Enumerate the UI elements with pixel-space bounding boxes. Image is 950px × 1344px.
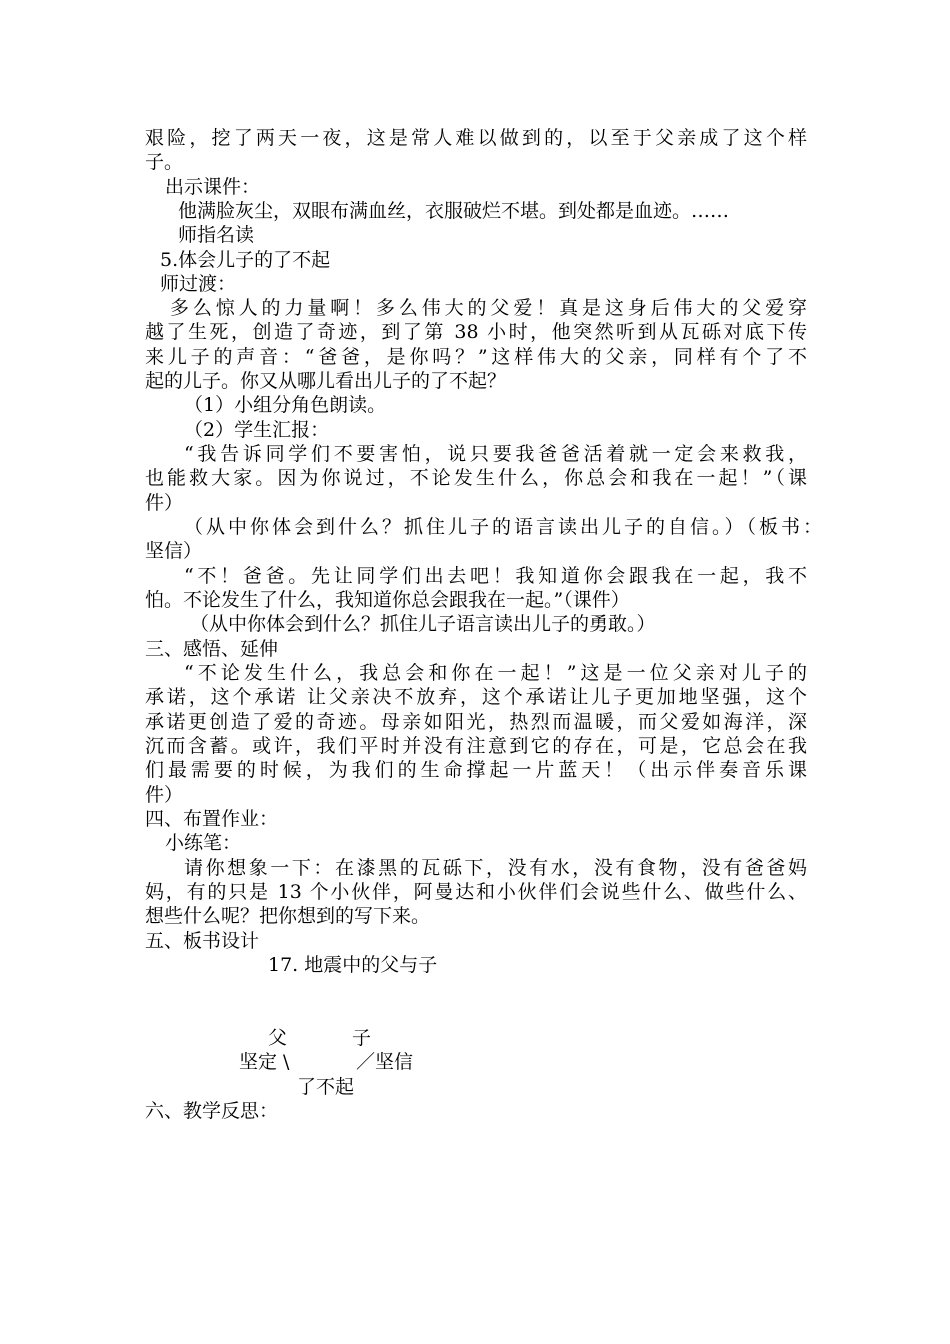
text-line: 妈，有的只是 13 个小伙伴，阿曼达和小伙伴们会说些什么、做些什么、 (145, 881, 807, 903)
text-line: “不论发生什么，我总会和你在一起！”这是一位父亲对儿子的 (184, 662, 807, 684)
text-line: 越了生死，创造了奇迹，到了第 38 小时，他突然听到从瓦砾对底下传 (145, 321, 807, 343)
board-left-label: 坚定 \ (239, 1051, 290, 1073)
text-line: 子。 (145, 151, 184, 173)
board-son: 子 (352, 1027, 372, 1049)
text-line: 件） (145, 784, 184, 806)
text-line: 小练笔： (165, 832, 242, 854)
board-title: 17. 地震中的父与子 (268, 954, 438, 976)
text-line: 多么惊人的力量啊！多么伟大的父爱！真是这身后伟大的父爱穿 (170, 297, 807, 319)
text-line: 坚信） (145, 540, 203, 562)
text-line: （1）小组分角色朗读。 (184, 394, 387, 416)
board-father: 父 (268, 1027, 288, 1049)
text-line: 起的儿子。你又从哪儿看出儿子的了不起？ (145, 370, 507, 392)
text-line: （从中你体会到什么？抓住儿子语言读出儿子的勇敢。） (190, 613, 656, 635)
text-line: 师指名读 (178, 224, 255, 246)
text-line: 出示课件： (165, 176, 261, 198)
section-heading: 三、感悟、延伸 (145, 638, 279, 660)
section-heading: 六、教学反思： (145, 1100, 279, 1122)
board-right-label: ／坚信 (356, 1051, 414, 1073)
text-line: 来儿子的声音：“爸爸，是你吗？”这样伟大的父亲，同样有个了不 (145, 346, 807, 368)
text-line: 承诺，这个承诺 让父亲决不放弃，这个承诺让儿子更加地坚强，这个 (145, 686, 807, 708)
text-line: 请你想象一下：在漆黑的瓦砾下，没有水，没有食物，没有爸爸妈 (184, 857, 807, 879)
text-line: “不！爸爸。先让同学们出去吧！我知道你会跟我在一起，我不 (184, 565, 807, 587)
text-line: 艰险，挖了两天一夜，这是常人难以做到的，以至于父亲成了这个样 (145, 127, 807, 149)
section-heading: 四、布置作业： (145, 808, 279, 830)
text-line: 们最需要的时候，为我们的生命撑起一片蓝天！（出示伴奏音乐课 (145, 759, 807, 781)
text-line: 他满脸灰尘，双眼布满血丝，衣服破烂不堪。到处都是血迹。…… (178, 200, 730, 222)
text-line: （从中你体会到什么？抓住儿子的语言读出儿子的自信。）（板书： (184, 516, 822, 538)
text-line: （2）学生汇报： (184, 419, 330, 441)
board-bottom: 了不起 (297, 1076, 355, 1098)
section-heading: 五、板书设计 (145, 930, 260, 952)
text-line: 怕。不论发生了什么，我知道你总会跟我在一起。”（课件） (145, 589, 630, 611)
text-line: 沉而含蓄。或许，我们平时并没有注意到它的存在，可是，它总会在我 (145, 735, 807, 757)
text-line: 件） (145, 492, 184, 514)
text-line: 承诺更创造了爱的奇迹。母亲如阳光，热烈而温暖，而父爱如海洋，深 (145, 711, 807, 733)
text-line: 也能救大家。因为你说过，不论发生什么，你总会和我在一起！”（课 (145, 467, 807, 489)
text-line: 师过渡： (160, 273, 237, 295)
section-heading: 5.体会儿子的了不起 (160, 249, 331, 271)
text-line: 想些什么呢？把你想到的写下来。 (145, 905, 431, 927)
text-line: “我告诉同学们不要害怕，说只要我爸爸活着就一定会来救我， (184, 443, 807, 465)
